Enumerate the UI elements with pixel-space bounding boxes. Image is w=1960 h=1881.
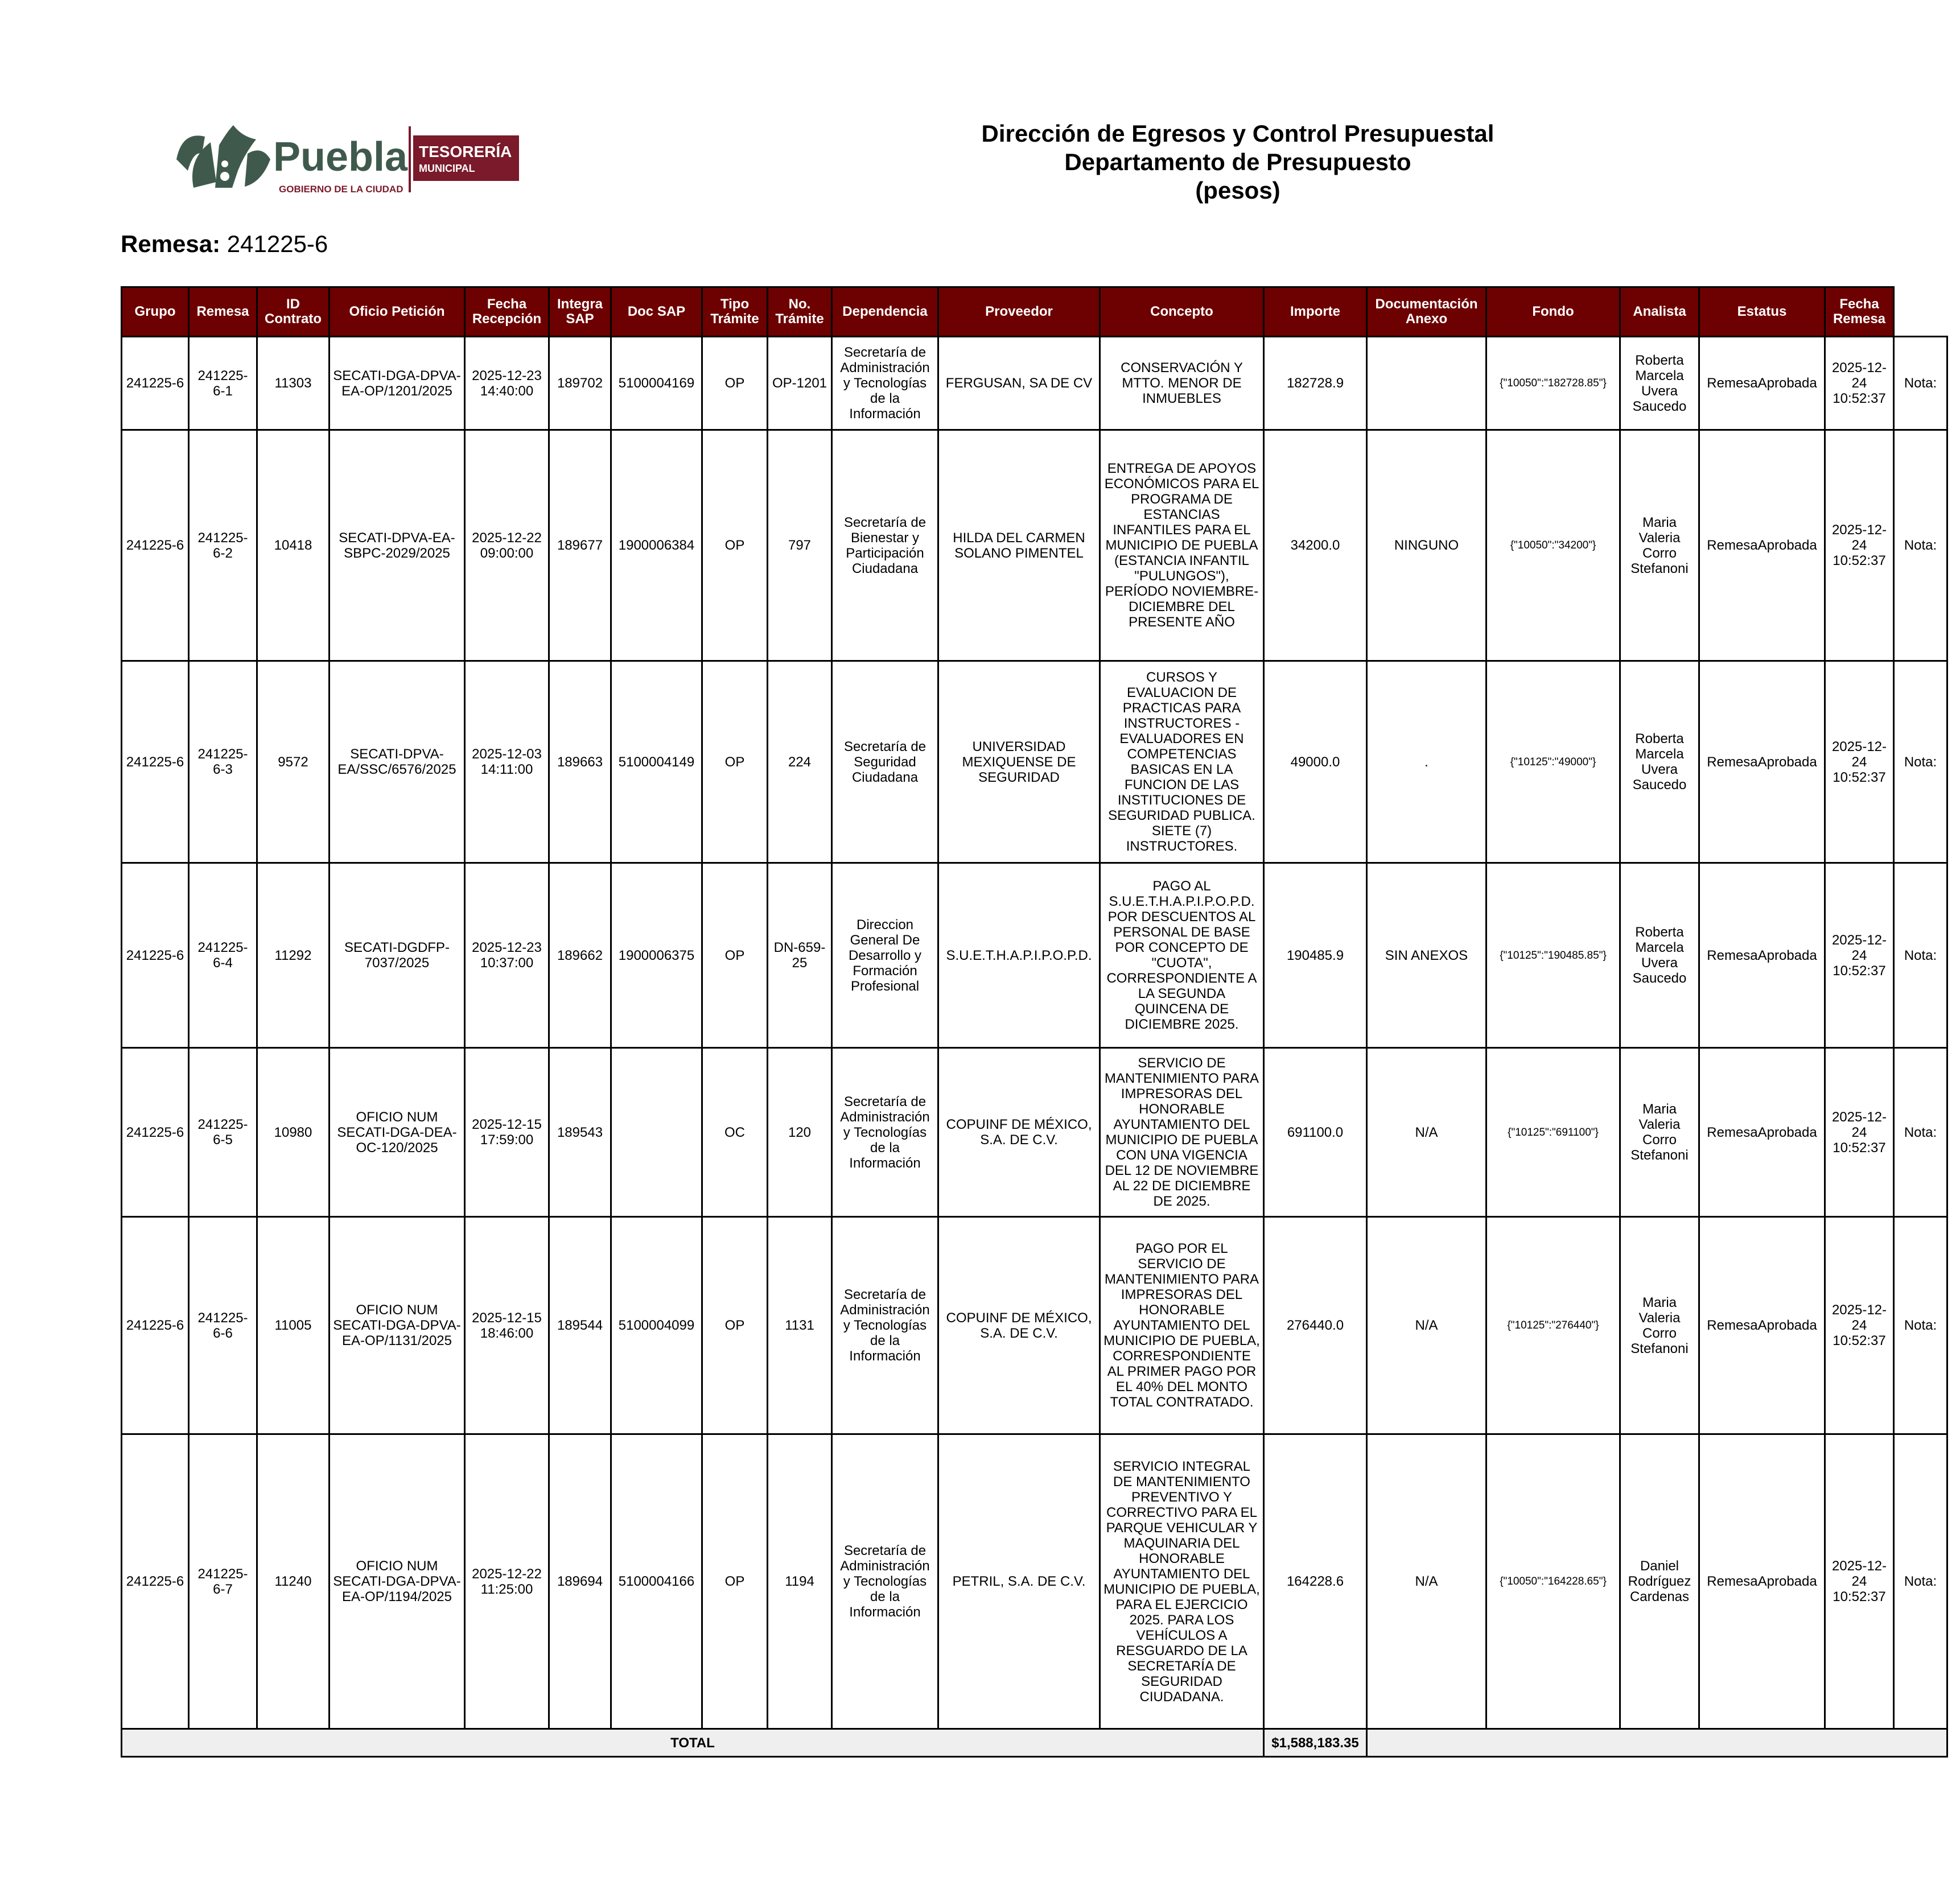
cell-remesa: 241225-6-3: [189, 661, 257, 863]
remesa-heading: [121, 230, 328, 258]
cell-fecha-remesa: 2025-12-24 10:52:37: [1825, 337, 1894, 430]
cell-id-contrato: 10980: [257, 1048, 330, 1217]
logo-graphic: [171, 119, 524, 199]
col-header-concepto: Concepto: [1100, 287, 1264, 337]
cell-fondo: {"10125":"691100"}: [1487, 1048, 1620, 1217]
table-row: [122, 337, 1947, 430]
cell-grupo: 241225-6: [122, 1434, 189, 1729]
cell-analista: Maria Valeria Corro Stefanoni: [1620, 1048, 1699, 1217]
title-line-1: Dirección de Egresos y Control Presupuestal: [981, 120, 1494, 147]
cell-anexo: .: [1367, 661, 1487, 863]
cell-analista: Roberta Marcela Uvera Saucedo: [1620, 863, 1699, 1048]
cell-importe: 34200.0: [1264, 430, 1367, 661]
cell-importe: 49000.0: [1264, 661, 1367, 863]
cell-doc-sap: 1900006375: [611, 863, 702, 1048]
col-header-estatus: Estatus: [1699, 287, 1825, 337]
cell-proveedor: UNIVERSIDAD MEXIQUENSE DE SEGURIDAD: [938, 661, 1100, 863]
table-body: [122, 337, 1947, 1757]
cell-id-contrato: 11292: [257, 863, 330, 1048]
cell-anexo: NINGUNO: [1367, 430, 1487, 661]
cell-id-contrato: 10418: [257, 430, 330, 661]
remesa-label: Remesa:: [121, 230, 221, 257]
col-header-grupo: Grupo: [122, 287, 189, 337]
col-header-remesa: Remesa: [189, 287, 257, 337]
cell-nota: Nota:: [1894, 337, 1947, 430]
cell-concepto: CURSOS Y EVALUACION DE PRACTICAS PARA INSTRUCTORES - EVALUADORES EN COMPETENCIAS BASICAS EN LA FUNCION DE LAS INSTITUCIONES DE SEGURIDAD PUBLICA. SIETE (7) INSTRUCTORES.: [1100, 661, 1264, 863]
cell-id-contrato: 11303: [257, 337, 330, 430]
remesa-value: 241225-6: [227, 230, 328, 257]
cell-estatus: RemesaAprobada: [1699, 863, 1825, 1048]
cell-tipo: OP: [702, 1434, 768, 1729]
col-header-tipo-tramite: Tipo Trámite: [702, 287, 768, 337]
cell-fondo: {"10050":"164228.65"}: [1487, 1434, 1620, 1729]
col-header-proveedor: Proveedor: [938, 287, 1100, 337]
cell-fecha-remesa: 2025-12-24 10:52:37: [1825, 1434, 1894, 1729]
cell-analista: Maria Valeria Corro Stefanoni: [1620, 1217, 1699, 1434]
cell-oficio: OFICIO NUM SECATI-DGA-DPVA-EA-OP/1194/2025: [330, 1434, 465, 1729]
col-header-oficio: Oficio Petición: [330, 287, 465, 337]
cell-no-tramite: 224: [768, 661, 832, 863]
header-spacer: [1894, 287, 1947, 337]
cell-importe: 276440.0: [1264, 1217, 1367, 1434]
cell-fecha-recepcion: 2025-12-23 14:40:00: [465, 337, 549, 430]
cell-oficio: SECATI-DGA-DPVA-EA-OP/1201/2025: [330, 337, 465, 430]
cell-tipo: OP: [702, 1217, 768, 1434]
cell-no-tramite: 1194: [768, 1434, 832, 1729]
cell-id-contrato: 11240: [257, 1434, 330, 1729]
cell-proveedor: PETRIL, S.A. DE C.V.: [938, 1434, 1100, 1729]
cell-fondo: {"10125":"190485.85"}: [1487, 863, 1620, 1048]
title-line-2: Departamento de Presupuesto: [1064, 148, 1411, 175]
cell-oficio: SECATI-DPVA-EA-SBPC-2029/2025: [330, 430, 465, 661]
cell-estatus: RemesaAprobada: [1699, 337, 1825, 430]
cell-tipo: OP: [702, 863, 768, 1048]
table-row: [122, 1048, 1947, 1217]
cell-nota: Nota:: [1894, 430, 1947, 661]
total-value: $1,588,183.35: [1264, 1729, 1367, 1757]
total-row: [122, 1729, 1947, 1757]
cell-doc-sap: 5100004149: [611, 661, 702, 863]
badge-line-2: MUNICIPAL: [419, 163, 475, 174]
cell-fecha-recepcion: 2025-12-23 10:37:00: [465, 863, 549, 1048]
cell-nota: Nota:: [1894, 1434, 1947, 1729]
cell-importe: 164228.6: [1264, 1434, 1367, 1729]
col-header-fecha-recepcion: Fecha Recepción: [465, 287, 549, 337]
cell-importe: 190485.9: [1264, 863, 1367, 1048]
cell-fecha-remesa: 2025-12-24 10:52:37: [1825, 661, 1894, 863]
total-blank: [1367, 1729, 1947, 1757]
cell-fecha-recepcion: 2025-12-15 18:46:00: [465, 1217, 549, 1434]
cell-tipo: OP: [702, 430, 768, 661]
cell-dependencia: Secretaría de Administración y Tecnologías de la Información: [832, 1217, 938, 1434]
cell-estatus: RemesaAprobada: [1699, 430, 1825, 661]
cell-estatus: RemesaAprobada: [1699, 1434, 1825, 1729]
cell-estatus: RemesaAprobada: [1699, 1048, 1825, 1217]
title-line-3: (pesos): [1195, 177, 1280, 204]
cell-fecha-recepcion: 2025-12-03 14:11:00: [465, 661, 549, 863]
cell-fecha-recepcion: 2025-12-22 11:25:00: [465, 1434, 549, 1729]
cell-anexo: N/A: [1367, 1217, 1487, 1434]
cell-dependencia: Secretaría de Administración y Tecnologías de la Información: [832, 337, 938, 430]
cell-anexo: N/A: [1367, 1434, 1487, 1729]
cell-fecha-remesa: 2025-12-24 10:52:37: [1825, 430, 1894, 661]
cell-oficio: SECATI-DPVA-EA/SSC/6576/2025: [330, 661, 465, 863]
col-header-doc-sap: Doc SAP: [611, 287, 702, 337]
cell-dependencia: Secretaría de Seguridad Ciudadana: [832, 661, 938, 863]
table-header-row: [122, 287, 1947, 337]
cell-importe: 182728.9: [1264, 337, 1367, 430]
cell-concepto: ENTREGA DE APOYOS ECONÓMICOS PARA EL PROGRAMA DE ESTANCIAS INFANTILES PARA EL MUNICIPIO DE PUEBLA (ESTANCIA INFANTIL "PULUNGOS"), PERÍODO NOVIEMBRE-DICIEMBRE DEL PRESENTE AÑO: [1100, 430, 1264, 661]
logo-brand: Puebla: [273, 134, 408, 180]
cell-fecha-recepcion: 2025-12-15 17:59:00: [465, 1048, 549, 1217]
cell-anexo: SIN ANEXOS: [1367, 863, 1487, 1048]
col-header-anexo: Documentación Anexo: [1367, 287, 1487, 337]
cell-doc-sap: 1900006384: [611, 430, 702, 661]
cell-no-tramite: 120: [768, 1048, 832, 1217]
cell-remesa: 241225-6-4: [189, 863, 257, 1048]
cell-proveedor: S.U.E.T.H.A.P.I.P.O.P.D.: [938, 863, 1100, 1048]
cell-nota: Nota:: [1894, 863, 1947, 1048]
cell-anexo: [1367, 337, 1487, 430]
puebla-logo: [171, 119, 524, 199]
cell-oficio: OFICIO NUM SECATI-DGA-DPVA-EA-OP/1131/2025: [330, 1217, 465, 1434]
cell-doc-sap: 5100004169: [611, 337, 702, 430]
cell-no-tramite: DN-659-25: [768, 863, 832, 1048]
col-header-fondo: Fondo: [1487, 287, 1620, 337]
cell-no-tramite: 1131: [768, 1217, 832, 1434]
cell-remesa: 241225-6-6: [189, 1217, 257, 1434]
cell-dependencia: Secretaría de Administración y Tecnologías de la Información: [832, 1048, 938, 1217]
cell-proveedor: FERGUSAN, SA DE CV: [938, 337, 1100, 430]
cell-estatus: RemesaAprobada: [1699, 661, 1825, 863]
cell-fondo: {"10125":"49000"}: [1487, 661, 1620, 863]
cell-integra-sap: 189694: [549, 1434, 611, 1729]
cell-doc-sap: [611, 1048, 702, 1217]
cell-dependencia: Secretaría de Bienestar y Participación Ciudadana: [832, 430, 938, 661]
cell-proveedor: COPUINF DE MÉXICO, S.A. DE C.V.: [938, 1048, 1100, 1217]
col-header-analista: Analista: [1620, 287, 1699, 337]
cell-fecha-remesa: 2025-12-24 10:52:37: [1825, 1217, 1894, 1434]
cell-estatus: RemesaAprobada: [1699, 1217, 1825, 1434]
cell-analista: Roberta Marcela Uvera Saucedo: [1620, 661, 1699, 863]
cell-integra-sap: 189662: [549, 863, 611, 1048]
table-row: [122, 430, 1947, 661]
cell-tipo: OP: [702, 661, 768, 863]
col-header-fecha-remesa: Fecha Remesa: [1825, 287, 1894, 337]
cell-remesa: 241225-6-5: [189, 1048, 257, 1217]
report-title: [888, 119, 1588, 205]
col-header-importe: Importe: [1264, 287, 1367, 337]
cell-nota: Nota:: [1894, 661, 1947, 863]
col-header-dependencia: Dependencia: [832, 287, 938, 337]
cell-grupo: 241225-6: [122, 1048, 189, 1217]
cell-fondo: {"10125":"276440"}: [1487, 1217, 1620, 1434]
total-label: TOTAL: [122, 1729, 1264, 1757]
cell-integra-sap: 189544: [549, 1217, 611, 1434]
cell-fecha-recepcion: 2025-12-22 09:00:00: [465, 430, 549, 661]
cell-integra-sap: 189663: [549, 661, 611, 863]
cell-fecha-remesa: 2025-12-24 10:52:37: [1825, 863, 1894, 1048]
cell-analista: Maria Valeria Corro Stefanoni: [1620, 430, 1699, 661]
col-header-id-contrato: ID Contrato: [257, 287, 330, 337]
table-row: [122, 863, 1947, 1048]
cell-id-contrato: 9572: [257, 661, 330, 863]
cell-id-contrato: 11005: [257, 1217, 330, 1434]
table-row: [122, 661, 1947, 863]
cell-tipo: OP: [702, 337, 768, 430]
cell-analista: Daniel Rodríguez Cardenas: [1620, 1434, 1699, 1729]
cell-proveedor: HILDA DEL CARMEN SOLANO PIMENTEL: [938, 430, 1100, 661]
cell-remesa: 241225-6-1: [189, 337, 257, 430]
cell-integra-sap: 189702: [549, 337, 611, 430]
cell-importe: 691100.0: [1264, 1048, 1367, 1217]
cell-oficio: SECATI-DGDFP-7037/2025: [330, 863, 465, 1048]
cell-grupo: 241225-6: [122, 337, 189, 430]
cell-grupo: 241225-6: [122, 1217, 189, 1434]
cell-fondo: {"10050":"182728.85"}: [1487, 337, 1620, 430]
cell-doc-sap: 5100004099: [611, 1217, 702, 1434]
table-row: [122, 1434, 1947, 1729]
cell-remesa: 241225-6-2: [189, 430, 257, 661]
cell-no-tramite: 797: [768, 430, 832, 661]
cell-no-tramite: OP-1201: [768, 337, 832, 430]
cell-nota: Nota:: [1894, 1048, 1947, 1217]
cell-remesa: 241225-6-7: [189, 1434, 257, 1729]
cell-concepto: SERVICIO INTEGRAL DE MANTENIMIENTO PREVENTIVO Y CORRECTIVO PARA EL PARQUE VEHICULAR Y MAQUINARIA DEL HONORABLE AYUNTAMIENTO DEL MUNICIPIO DE PUEBLA, PARA EL EJERCICIO 2025. PARA LOS VEHÍCULOS A RESGUARDO DE LA SECRETARÍA DE SEGURIDAD CIUDADANA.: [1100, 1434, 1264, 1729]
col-header-integra-sap: Integra SAP: [549, 287, 611, 337]
cell-anexo: N/A: [1367, 1048, 1487, 1217]
cell-doc-sap: 5100004166: [611, 1434, 702, 1729]
cell-grupo: 241225-6: [122, 661, 189, 863]
cell-concepto: SERVICIO DE MANTENIMIENTO PARA IMPRESORAS DEL HONORABLE AYUNTAMIENTO DEL MUNICIPIO DE PUEBLA CON UNA VIGENCIA DEL 12 DE NOVIEMBRE AL 22 DE DICIEMBRE DE 2025.: [1100, 1048, 1264, 1217]
cell-grupo: 241225-6: [122, 430, 189, 661]
cell-dependencia: Secretaría de Administración y Tecnologías de la Información: [832, 1434, 938, 1729]
remesa-table: [121, 286, 1948, 1758]
cell-nota: Nota:: [1894, 1217, 1947, 1434]
logo-subtitle: GOBIERNO DE LA CIUDAD: [279, 184, 403, 195]
cell-integra-sap: 189677: [549, 430, 611, 661]
cell-integra-sap: 189543: [549, 1048, 611, 1217]
cell-fecha-remesa: 2025-12-24 10:52:37: [1825, 1048, 1894, 1217]
cell-tipo: OC: [702, 1048, 768, 1217]
cell-dependencia: Direccion General De Desarrollo y Formación Profesional: [832, 863, 938, 1048]
badge-line-1: TESORERÍA: [419, 143, 512, 160]
cell-fondo: {"10050":"34200"}: [1487, 430, 1620, 661]
cell-concepto: PAGO AL S.U.E.T.H.A.P.I.P.O.P.D. POR DESCUENTOS AL PERSONAL DE BASE POR CONCEPTO DE "CUOTA", CORRESPONDIENTE A LA SEGUNDA QUINCENA DE DICIEMBRE 2025.: [1100, 863, 1264, 1048]
cell-oficio: OFICIO NUM SECATI-DGA-DEA-OC-120/2025: [330, 1048, 465, 1217]
cell-grupo: 241225-6: [122, 863, 189, 1048]
cell-concepto: PAGO POR EL SERVICIO DE MANTENIMIENTO PARA IMPRESORAS DEL HONORABLE AYUNTAMIENTO DEL MUNICIPIO DE PUEBLA, CORRESPONDIENTE AL PRIMER PAGO POR EL 40% DEL MONTO TOTAL CONTRATADO.: [1100, 1217, 1264, 1434]
cell-concepto: CONSERVACIÓN Y MTTO. MENOR DE INMUEBLES: [1100, 337, 1264, 430]
angel-emblem-icon: [176, 125, 270, 188]
table-row: [122, 1217, 1947, 1434]
col-header-no-tramite: No. Trámite: [768, 287, 832, 337]
cell-proveedor: COPUINF DE MÉXICO, S.A. DE C.V.: [938, 1217, 1100, 1434]
cell-analista: Roberta Marcela Uvera Saucedo: [1620, 337, 1699, 430]
